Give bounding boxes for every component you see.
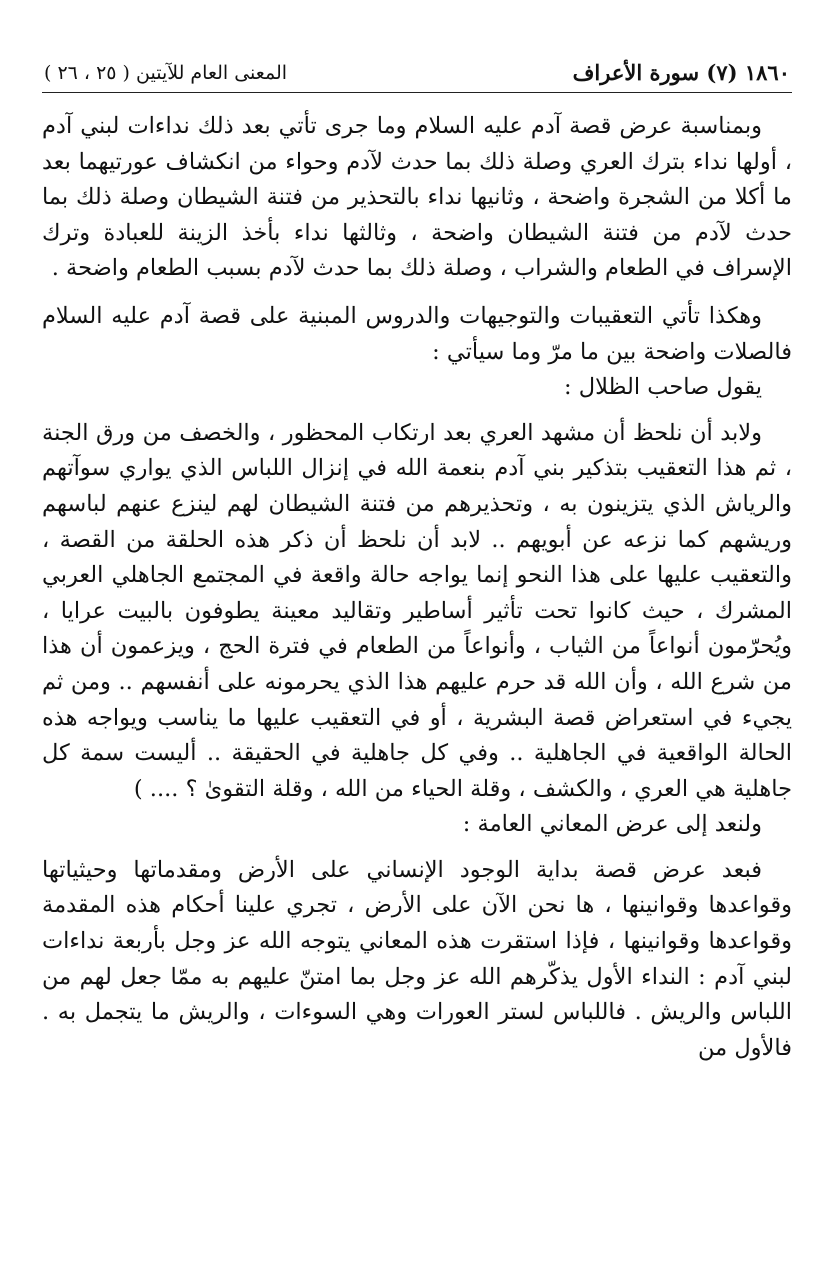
paragraph-links: وهكذا تأتي التعقيبات والتوجيهات والدروس المبنية على قصة آدم عليه السلام فالصلات واضحة بين ما مرّ وما سيأتي : bbox=[42, 302, 792, 365]
paragraph-quote: ولابد أن نلحظ أن مشهد العري بعد ارتكاب المحظور ، والخصف من ورق الجنة ، ثم هذا التعقيب بتذكير بني آدم بنعمة الله في إنزال اللباس الذي يواري سوآتهم والرياش الذي يتزينون به ، وتحذيرهم من فتنة الشيطان لهم لينزع عنهم لباسهم وريشهم كما نزعه عن أبويهم .. لابد أن نلحظ أن ذكر هذه الحلقة من القصة ، والتعقيب عليها على هذا النحو إنما يواجه حالة واقعة في المجتمع الجاهلي العربي المشرك ، حيث كانوا تحت تأثير أساطير وتقاليد معينة يطوفون بالبيت عرايا ، ويُحرّمون أنواعاً من الثياب ، وأنواعاً من الطعام في فترة الحج ، ويزعمون أن هذا من شرع الله ، وأن الله قد حرم عليهم هذا الذي يحرمونه على أنفسهم .. ومن ثم يجيء في استعراض قصة البشرية ، أو في التعقيب عليها ما يناسب ويواجه هذه الحالة الواقعية في الجاهلية .. وفي كل جاهلية في الحقيقة .. أليست سمة كل جاهلية هي العري ، والكشف ، وقلة الحياء من الله ، وقلة التقوىٰ ؟ .... ) bbox=[42, 419, 792, 802]
quote-intro: يقول صاحب الظلال : bbox=[564, 374, 762, 401]
page-header bbox=[42, 58, 792, 93]
section-title: المعنى العام للآيتين ( ٢٥ ، ٢٦ ) bbox=[44, 62, 288, 84]
header-right bbox=[573, 60, 790, 85]
paragraph-intro: وبمناسبة عرض قصة آدم عليه السلام وما جرى تأتي بعد ذلك نداءات لبني آدم ، أولها نداء بترك العري وصلة ذلك بما حدث لآدم وحواء من انكشاف عورتيهما بعد ما أكلا من الشجرة واضحة ، وثانيها نداء بالتحذير من فتنة الشيطان وصلة ذلك بما حدث لآدم من فتنة الشيطان واضحة ، وثالثها نداء بأخذ الزينة للعبادة وترك الإسراف في الطعام والشراب ، وصلة ذلك بما حدث لآدم بسبب الطعام واضحة . bbox=[42, 113, 792, 282]
surah-title: (٧) سورة الأعراف bbox=[572, 60, 738, 85]
section-heading: ولنعد إلى عرض المعاني العامة : bbox=[462, 811, 762, 838]
paragraph-meanings: فبعد عرض قصة بداية الوجود الإنساني على الأرض ومقدماتها وحيثياتها وقواعدها وقوانينها ، ها نحن الآن على الأرض ، تجري علينا أحكام هذه المقدمة وقواعدها وقوانينها ، فإذا استقرت هذه المعاني يتوجه الله عز وجل بأربعة نداءات لبني آدم : النداء الأول يذكّرهم الله عز وجل بما امتنّ عليهم به ممّا جعل لهم من اللباس والريش . فاللباس لستر العورات وهي السوءات ، والريش ما يتجمل به . فالأول من bbox=[42, 856, 792, 1061]
page-number: ١٨٦٠ bbox=[744, 60, 790, 85]
page-body bbox=[42, 109, 792, 1066]
